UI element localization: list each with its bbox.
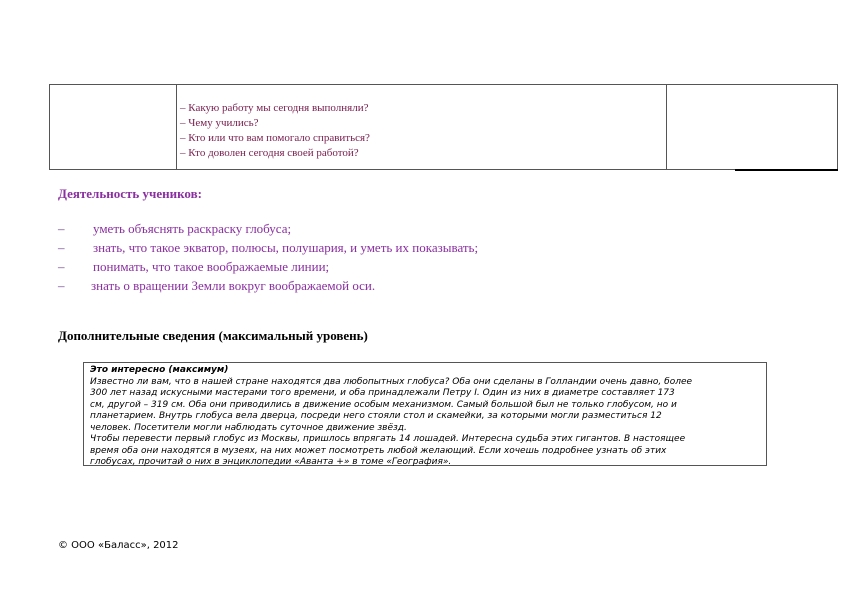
table-bottom-rule: [735, 169, 838, 171]
interesting-facts-box: [83, 362, 767, 466]
list-item-text: уметь объяснять раскраску глобуса;: [93, 221, 292, 236]
list-item-text: знать, что такое экватор, полюсы, полушария, и уметь их показывать;: [93, 240, 479, 255]
box-text-line: планетарием. Внутрь глобуса вела дверца, посреди него стояли стол и скамейки, за которыми могли разместиться 12: [90, 411, 662, 421]
table-column-divider: [176, 85, 177, 169]
box-title: Это интересно (максимум): [90, 365, 229, 375]
box-text-line: см, другой – 319 см. Оба они приводились в движение особым механизмом. Самый большой был не только глобусом, но и: [90, 399, 677, 410]
box-text-line: время оба они находятся в музеях, на них может посмотреть любой желающий. Если хочешь подробнее узнать об этих: [90, 445, 667, 456]
extra-info-heading: Дополнительные сведения (максимальный уровень): [58, 328, 368, 343]
box-text-line: глобусах, прочитай о них в энциклопедии «Аванта +» в томе «География».: [90, 457, 452, 467]
box-text-line: Чтобы перевести первый глобус из Москвы, пришлось впрягать 14 лошадей. Интересна судьба этих гигантов. В настоящее: [90, 434, 686, 444]
copyright-footer: © ООО «Баласс», 2012: [58, 540, 179, 551]
question-line: – Чему учились?: [180, 117, 259, 129]
question-line: – Кто или что вам помогало справиться?: [180, 132, 370, 144]
box-text-line: 300 лет назад искусными мастерами того времени, и оба принадлежали Петру I. Один из них в диаметре составляет 173: [90, 388, 675, 398]
box-text-line: человек. Посетители могли наблюдать суточное движение звёзд.: [90, 422, 407, 433]
list-item-text: понимать, что такое воображаемые линии;: [93, 259, 330, 274]
dash-bullet: –: [58, 259, 65, 274]
question-line: – Кто доволен сегодня своей работой?: [180, 147, 359, 159]
dash-bullet: –: [58, 278, 65, 293]
list-item-text: знать о вращении Земли вокруг воображаемой оси.: [91, 278, 376, 293]
reflection-questions: [180, 101, 660, 161]
activities-heading: Деятельность учеников:: [58, 186, 202, 201]
dash-bullet: –: [58, 240, 65, 255]
question-line: – Какую работу мы сегодня выполняли?: [180, 102, 369, 114]
dash-bullet: –: [58, 221, 65, 236]
table-column-divider: [666, 85, 667, 169]
box-text-line: Известно ли вам, что в нашей стране находятся два любопытных глобуса? Оба они сделаны в Голландии очень давно, более: [90, 376, 693, 387]
